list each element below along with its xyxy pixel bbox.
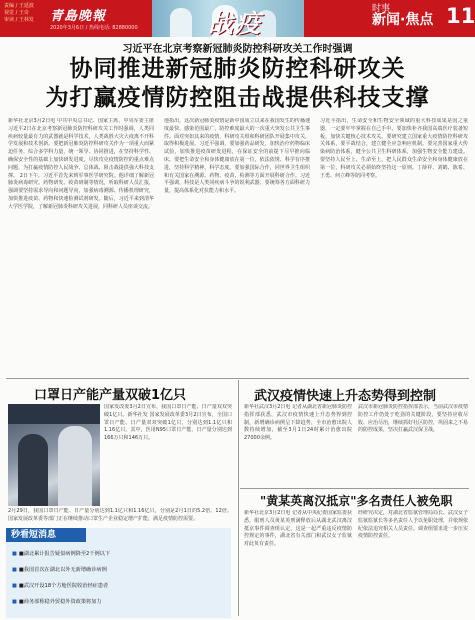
wuhan-article-col-2: 武汉市新冠肺炎防控指挥部表示，当前武汉市疫情防控工作仍处于吃劲的关键阶段，要坚持应收尽收、应治尽治，继续抓好社区防控，巩固来之不易的防控成果，坚决打赢武汉保卫战。	[358, 404, 468, 434]
brief-news-box	[6, 528, 231, 618]
photo-caption: 国家发改委3月2日宣布，我国口罩日产能、日产量双双突破1亿只。新华社发	[104, 404, 232, 418]
main-article-col-2: 他指出，这次新冠肺炎疫情是新中国成立以来在我国发生的传播速度最快、感染范围最广、防控难度最大的一次重大突发公共卫生事件。面对突如其来的疫情，科研攻关组和科研团队开展集中攻关，取得积极进展。习近平强调，要加强药品研发，加快治疗药物临床试验，加快推进疫苗研发进程，在保证安全的前提下尽早推向临床。要把生命安全和身体健康放在第一位，依法依规、科学有序推进，坚持科学精神、科学态度。要加强国际合作，同世界卫生组织和有关国家在溯源、药物、疫苗、检测等方面开展科研合作。习近平强调，科技是人类同疾病斗争的锐利武器。要统筹各方面科研力量，提高体系化对抗能力和水平。	[164, 118, 310, 195]
brief-news-title: 秒看短消息	[6, 528, 86, 542]
main-article-col-1: 新华社北京3月2日电 中共中央总书记、国家主席、中央军委主席习近平2日在北京考察新冠肺炎防控科研攻关工作时强调，人类同疾病较量最有力的武器就是科学技术，人类战胜大灾大疫离不开科学发展和技术创新。要把新冠肺炎防控科研攻关作为一项重大而紧迫任务，综合多学科力量，统一领导、协同推进，在坚持科学性、确保安全性的基础上加快研发进度，尽快攻克疫情防控的重点难点问题，为打赢疫情防控人民战争、总体战、阻击战提供强大科技支撑。 2日下午，习近平首先来到军事医学研究院。他详细了解新冠肺炎病毒研究、药物研发、疫苗研制等情况，听取科研人员汇报，强调要坚持需求导向和问题导向，加强病毒溯源、传播机理研究，加快推进疫苗、药物和快速检测试剂研发。随后，习近平来到清华大学医学院，了解新冠肺炎科研攻关进展，同科研人员座谈交流。	[8, 118, 154, 210]
main-article-col-3: 习近平指出，生命安全和生物安全领域的重大科技成果是国之重器，一定要牢牢掌握在自己手中。要加快补齐我国高端医疗装备短板，加快关键核心技术攻关。要研究建立国家重大疫情防控科研攻关体系，要平战结合，建立健全应急响应机制。要完善国家重大传染病防治体系，健全公共卫生科研体系，加强生物安全能力建设。要坚持人民至上、生命至上，把人民群众生命安全和身体健康放在第一位，科研攻关必须始终坚持这一原则。丁薛祥、刘鹤、陈希、王勇、何立峰等陪同考察。	[320, 118, 468, 179]
section-banner-title: 战疫	[208, 9, 263, 37]
issue-info: 2020年3月6日 / 热线电话: 82880000	[50, 25, 138, 31]
wuhan-article-col-1: 新华社武汉3月2日电 记者从湖北省新冠肺炎防控指挥部获悉，武汉市疫情快速上升态势得到控制，新增确诊病例呈下降趋势，全市治愈出院人数持续增加，截至3月1日24时累计治愈出院27000余例。	[244, 404, 352, 442]
headline-subtitle: 习近平在北京考察新冠肺炎防控科研攻关工作时强调	[122, 44, 353, 55]
newspaper-logo: 青島晚報	[50, 9, 107, 24]
brief-news-item[interactable]: ■ ■商务部称稳外贸稳外资政策将加力	[12, 598, 102, 606]
editorial-staff	[4, 3, 34, 24]
wuhan-article-headline: 武汉疫情快速上升态势得到控制	[254, 389, 437, 404]
headline-main-line1: 协同推进新冠肺炎防控科研攻关	[69, 56, 406, 82]
staff-line: 审读 / 王林发	[4, 17, 34, 23]
mask-article-headline: 口罩日产能产量双破1亿只	[34, 388, 187, 403]
brief-news-item[interactable]: ■ ■武汉开设18个方舱医院收治轻症患者	[12, 582, 108, 590]
section-label	[372, 4, 433, 28]
section-top: 时事	[372, 4, 391, 14]
mask-article-text: 国家发展改革委3月2日宣布，全国口罩日产能、日产量双双突破1亿只，分别达到1.1亿只和1.16亿只。其中，医用N95口罩日产能、日产量分别达到166万只和146万只。	[104, 411, 232, 442]
masthead-banner	[0, 0, 475, 37]
mask-article-bottom: 2月29日，我国口罩日产能、日产量分别达到1.1亿只和1.16亿只，分别是2月1日的5.2倍、12倍。国家发展改革委等部门正在继续推动口罩生产企业稳定增产扩能，满足疫情防控需要。	[8, 508, 232, 522]
headline-main-line2: 为打赢疫情防控阻击战提供科技支撑	[45, 85, 430, 111]
factory-photo	[8, 404, 100, 506]
brief-news-item[interactable]: ■ ■湖北累计报告疑似病例降至2千例以下	[12, 550, 110, 558]
mask-article-body	[104, 404, 232, 506]
staff-line: 视觉 / 王奇	[4, 10, 29, 16]
release-article-col-2: 经研究决定，对湖北省监狱管理局局长、武汉女子监狱监狱长等多名责任人予以免职处理，并依规依纪依法追究相关人员责任。调查组要求进一步压实疫情防控责任。	[358, 510, 468, 540]
page-number: 11	[446, 4, 475, 28]
release-article-headline: "黄某英离汉抵京"多名责任人被免职	[260, 494, 453, 508]
section-bottom: 新闻·焦点	[372, 12, 434, 28]
staff-line: 责编 / 王延波	[4, 3, 34, 9]
divider	[6, 378, 469, 379]
brief-news-item[interactable]: ■ ■我国首次在湖北以外无新增确诊病例	[12, 566, 107, 574]
release-article-col-1: 新华社北京3月2日电 记者从中央纪委国家监委获悉，服刑人员黄某英刑满释放后从湖北武汉离汉抵京事件调查组认定，这是一起严重违反疫情防控规定的事件，湖北省有关部门和武汉女子监狱对此负有责任。	[244, 510, 352, 548]
column-divider	[238, 380, 239, 616]
divider	[240, 488, 469, 489]
